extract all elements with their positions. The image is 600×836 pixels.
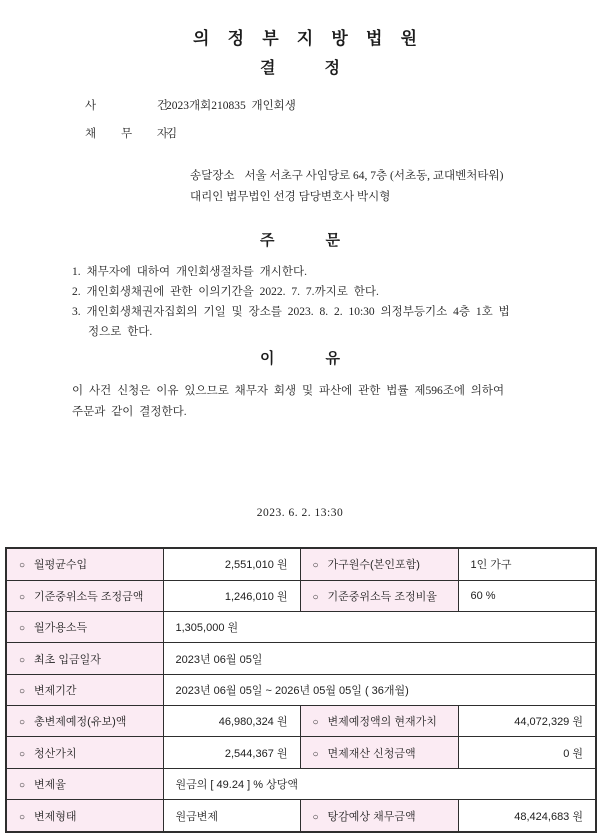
circle-bullet-icon: ○ — [312, 811, 319, 823]
case-number-row — [85, 99, 296, 113]
field-label-cell — [6, 674, 163, 705]
table-row-total-expected-repayment — [6, 706, 596, 737]
field-label: 청산가치 — [34, 747, 77, 760]
field-label-cell — [300, 706, 458, 737]
field-value-cell: 48,424,683 원 — [458, 800, 596, 832]
circle-bullet-icon: ○ — [19, 654, 26, 666]
circle-bullet-icon: ○ — [19, 780, 26, 791]
table-row-repayment-rate — [6, 768, 596, 799]
circle-bullet-icon: ○ — [19, 748, 26, 760]
debtor-label: 채 무 자 — [85, 128, 168, 140]
circle-bullet-icon: ○ — [312, 560, 319, 572]
case-label: 사 건 — [85, 100, 168, 112]
field-value-cell: 2023년 06월 05일 ~ 2026년 05월 05일 ( 36개월) — [163, 674, 596, 705]
field-label: 변제기간 — [34, 684, 77, 697]
table-row-median-income-adjusted-amount — [6, 580, 596, 611]
service-address-value: 서울 서초구 사임당로 64, 7층 (서초동, 교대벤처타워) — [244, 170, 504, 182]
field-label-cell — [6, 580, 163, 611]
field-label-cell — [300, 800, 458, 832]
field-label: 면제재산 신청금액 — [327, 747, 416, 760]
court-title: 의 정 부 지 방 법 원 — [193, 29, 417, 48]
field-value-cell: 원금변제 — [163, 800, 300, 832]
attorney-line: 대리인 법무법인 선경 담당변호사 박시형 — [190, 191, 391, 203]
debtor-name-value: 김 — [166, 128, 178, 140]
field-value-cell: 1,246,010 원 — [163, 580, 300, 611]
table-row-repayment-type — [6, 800, 596, 832]
repayment-summary-table — [5, 547, 597, 833]
field-value-cell: 2,544,367 원 — [163, 737, 300, 768]
circle-bullet-icon: ○ — [19, 623, 26, 635]
circle-bullet-icon: ○ — [312, 591, 319, 603]
field-label-cell — [6, 768, 163, 799]
field-value-cell: 2,551,010 원 — [163, 548, 300, 580]
field-value-cell: 1,305,000 원 — [163, 612, 596, 643]
circle-bullet-icon: ○ — [312, 748, 319, 760]
field-label-cell — [6, 706, 163, 737]
table-row-monthly-average-income — [6, 548, 596, 580]
field-value-cell: 원금의 [ 49.24 ] % 상당액 — [163, 768, 596, 799]
decision-datetime: 2023. 6. 2. 13:30 — [256, 507, 344, 519]
field-label: 탕감예상 채무금액 — [327, 810, 416, 823]
field-value-cell: 60 % — [458, 580, 596, 611]
field-value-cell: 1인 가구 — [458, 548, 596, 580]
order-heading: 주 문 — [260, 233, 340, 249]
reason-heading: 이 유 — [260, 351, 340, 367]
table-row-liquidation-value — [6, 737, 596, 768]
field-label-cell — [6, 612, 163, 643]
circle-bullet-icon: ○ — [19, 717, 26, 729]
field-label-cell — [6, 643, 163, 674]
field-label: 변제형태 — [34, 810, 77, 823]
circle-bullet-icon: ○ — [19, 811, 26, 823]
field-label-cell — [6, 737, 163, 768]
order-item: 2. 개인회생채권에 관한 이의기간을 2022. 7. 7.까지로 한다. — [72, 286, 379, 298]
field-label: 기준중위소득 조정비율 — [327, 590, 437, 603]
order-list — [72, 262, 512, 342]
field-label: 가구원수(본인포함) — [327, 559, 420, 572]
field-value-cell: 2023년 06월 05일 — [163, 643, 596, 674]
field-label: 최초 입금일자 — [34, 653, 101, 666]
order-item: 3. 개인회생채권자집회의 기일 및 장소를 2023. 8. 2. 10:30 의정부등기소 4층 1호 법정으로 한다. — [72, 306, 510, 338]
field-label: 월가용소득 — [34, 622, 88, 635]
table-row-monthly-disposable-income — [6, 612, 596, 643]
table-row-first-deposit-date — [6, 643, 596, 674]
field-label: 변제예정액의 현재가치 — [327, 716, 437, 729]
field-label-cell — [300, 548, 458, 580]
reason-body: 이 사건 신청은 이유 있으므로 채무자 회생 및 파산에 관한 법률 제596조에 의하여 주문과 같이 결정한다. — [72, 385, 505, 418]
field-value-cell: 0 원 — [458, 737, 596, 768]
service-address-label: 송달장소 — [190, 170, 235, 182]
field-value-cell: 46,980,324 원 — [163, 706, 300, 737]
field-label-cell — [300, 580, 458, 611]
field-value-cell: 44,072,329 원 — [458, 706, 596, 737]
case-number-value: 2023개회210835 개인회생 — [166, 100, 296, 112]
debtor-row — [85, 127, 178, 141]
field-label-cell — [6, 800, 163, 832]
circle-bullet-icon: ○ — [19, 685, 26, 697]
field-label-cell — [6, 548, 163, 580]
field-label-cell — [300, 737, 458, 768]
field-label: 변제율 — [34, 779, 66, 791]
service-address-line — [190, 166, 562, 187]
field-label: 기준중위소득 조정금액 — [34, 590, 144, 603]
order-item: 1. 채무자에 대하여 개인회생절차를 개시한다. — [72, 266, 307, 278]
table-row-repayment-period — [6, 674, 596, 705]
circle-bullet-icon: ○ — [312, 717, 319, 729]
service-address-block — [190, 166, 562, 208]
field-label: 총변제예정(유보)액 — [34, 716, 127, 729]
decision-heading: 결 정 — [260, 60, 340, 77]
circle-bullet-icon: ○ — [19, 591, 26, 603]
circle-bullet-icon: ○ — [19, 560, 26, 572]
field-label: 월평균수입 — [34, 559, 88, 572]
